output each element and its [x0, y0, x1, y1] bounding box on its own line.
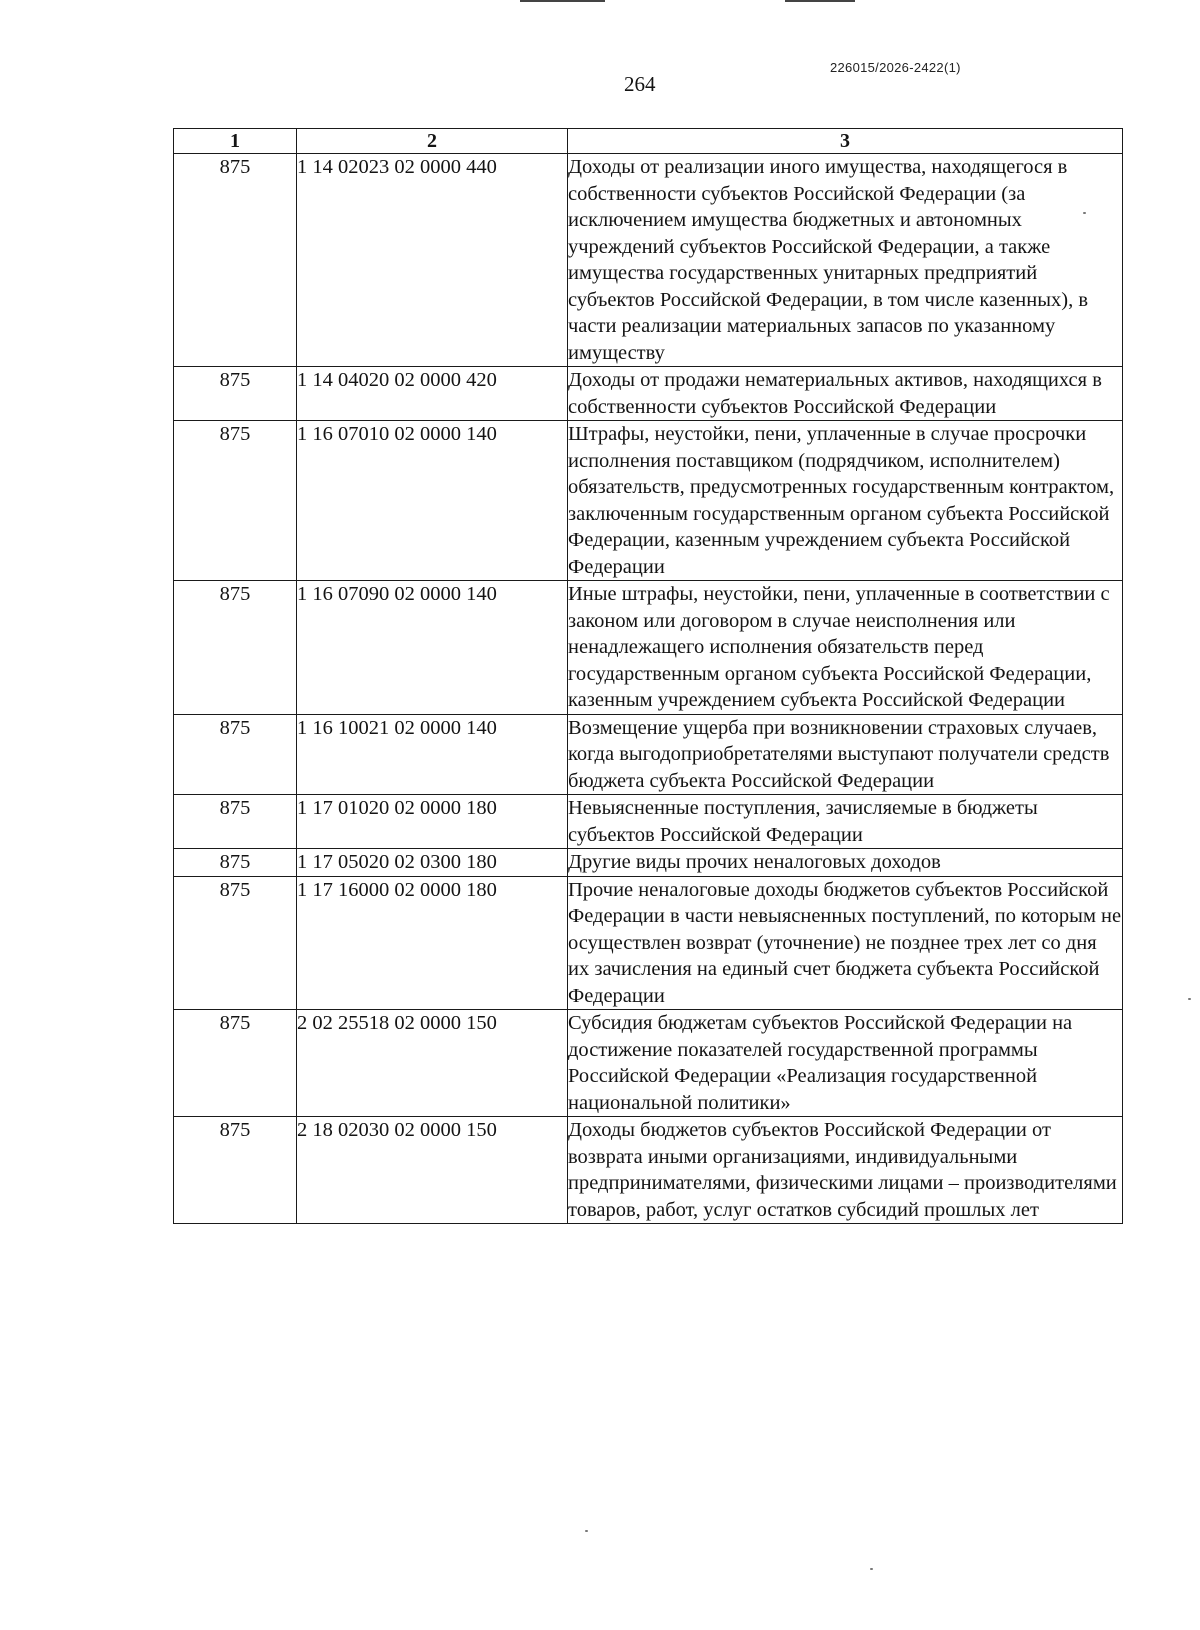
scan-speck [870, 1568, 873, 1570]
revenue-code-cell: 2 18 02030 02 0000 150 [297, 1117, 568, 1224]
description-cell: Другие виды прочих неналоговых доходов [568, 849, 1123, 877]
revenue-code-cell: 1 16 07090 02 0000 140 [297, 581, 568, 715]
table-row [174, 421, 1123, 581]
admin-code-cell: 875 [174, 1010, 297, 1117]
admin-code-cell: 875 [174, 154, 297, 367]
top-edge-mark [520, 0, 605, 2]
description-cell: Субсидия бюджетам субъектов Российской Федерации на достижение показателей государственной программы Российской Федерации «Реализация государственной национальной политики» [568, 1010, 1123, 1117]
admin-code-cell: 875 [174, 1117, 297, 1224]
table-header-row [174, 129, 1123, 154]
top-edge-mark [785, 0, 855, 2]
description-cell: Штрафы, неустойки, пени, уплаченные в случае просрочки исполнения поставщиком (подрядчиком, исполнителем) обязательств, предусмотренных государственным контрактом, заключенным государственным органом субъекта Российской Федерации, казенным учреждением субъекта Российской Федерации [568, 421, 1123, 581]
table-row [174, 849, 1123, 877]
revenue-code-cell: 1 17 05020 02 0300 180 [297, 849, 568, 877]
column-header: 3 [568, 129, 1123, 154]
description-cell: Доходы от продажи нематериальных активов, находящихся в собственности субъектов Российской Федерации [568, 367, 1123, 421]
table-row [174, 876, 1123, 1010]
table-row [174, 1117, 1123, 1224]
revenue-codes-table [173, 128, 1123, 1224]
table-row [174, 154, 1123, 367]
document-number: 226015/2026-2422(1) [830, 60, 961, 75]
scan-speck [1188, 998, 1191, 1000]
scan-speck [1083, 212, 1086, 214]
page-number: 264 [624, 72, 656, 96]
table-row [174, 795, 1123, 849]
revenue-code-cell: 1 17 01020 02 0000 180 [297, 795, 568, 849]
description-cell: Доходы бюджетов субъектов Российской Федерации от возврата иными организациями, индивидуальными предпринимателями, физическими лицами – производителями товаров, работ, услуг остатков субсидий прошлых лет [568, 1117, 1123, 1224]
admin-code-cell: 875 [174, 876, 297, 1010]
admin-code-cell: 875 [174, 714, 297, 795]
description-cell: Прочие неналоговые доходы бюджетов субъектов Российской Федерации в части невыясненных поступлений, по которым не осуществлен возврат (уточнение) не позднее трех лет со дня их зачисления на единый счет бюджета субъекта Российской Федерации [568, 876, 1123, 1010]
description-cell: Доходы от реализации иного имущества, находящегося в собственности субъектов Российской Федерации (за исключением имущества бюджетных и автономных учреждений субъектов Российской Федерации, а также имущества государственных унитарных предприятий субъектов Российской Федерации, в том числе казенных), в части реализации материальных запасов по указанному имуществу [568, 154, 1123, 367]
revenue-code-cell: 1 16 10021 02 0000 140 [297, 714, 568, 795]
admin-code-cell: 875 [174, 795, 297, 849]
description-cell: Возмещение ущерба при возникновении страховых случаев, когда выгодоприобретателями выступают получатели средств бюджета субъекта Российской Федерации [568, 714, 1123, 795]
column-header: 1 [174, 129, 297, 154]
table-row [174, 714, 1123, 795]
description-cell: Невыясненные поступления, зачисляемые в бюджеты субъектов Российской Федерации [568, 795, 1123, 849]
scan-speck [585, 1530, 588, 1532]
admin-code-cell: 875 [174, 367, 297, 421]
admin-code-cell: 875 [174, 849, 297, 877]
table-row [174, 367, 1123, 421]
revenue-code-cell: 1 17 16000 02 0000 180 [297, 876, 568, 1010]
table-row [174, 581, 1123, 715]
admin-code-cell: 875 [174, 581, 297, 715]
description-cell: Иные штрафы, неустойки, пени, уплаченные в соответствии с законом или договором в случае неисполнения или ненадлежащего исполнения обязательств перед государственным органом субъекта Российской Федерации, казенным учреждением субъекта Российской Федерации [568, 581, 1123, 715]
admin-code-cell: 875 [174, 421, 297, 581]
revenue-code-cell: 2 02 25518 02 0000 150 [297, 1010, 568, 1117]
table-row [174, 1010, 1123, 1117]
column-header: 2 [297, 129, 568, 154]
revenue-code-cell: 1 14 02023 02 0000 440 [297, 154, 568, 367]
revenue-code-cell: 1 16 07010 02 0000 140 [297, 421, 568, 581]
revenue-code-cell: 1 14 04020 02 0000 420 [297, 367, 568, 421]
